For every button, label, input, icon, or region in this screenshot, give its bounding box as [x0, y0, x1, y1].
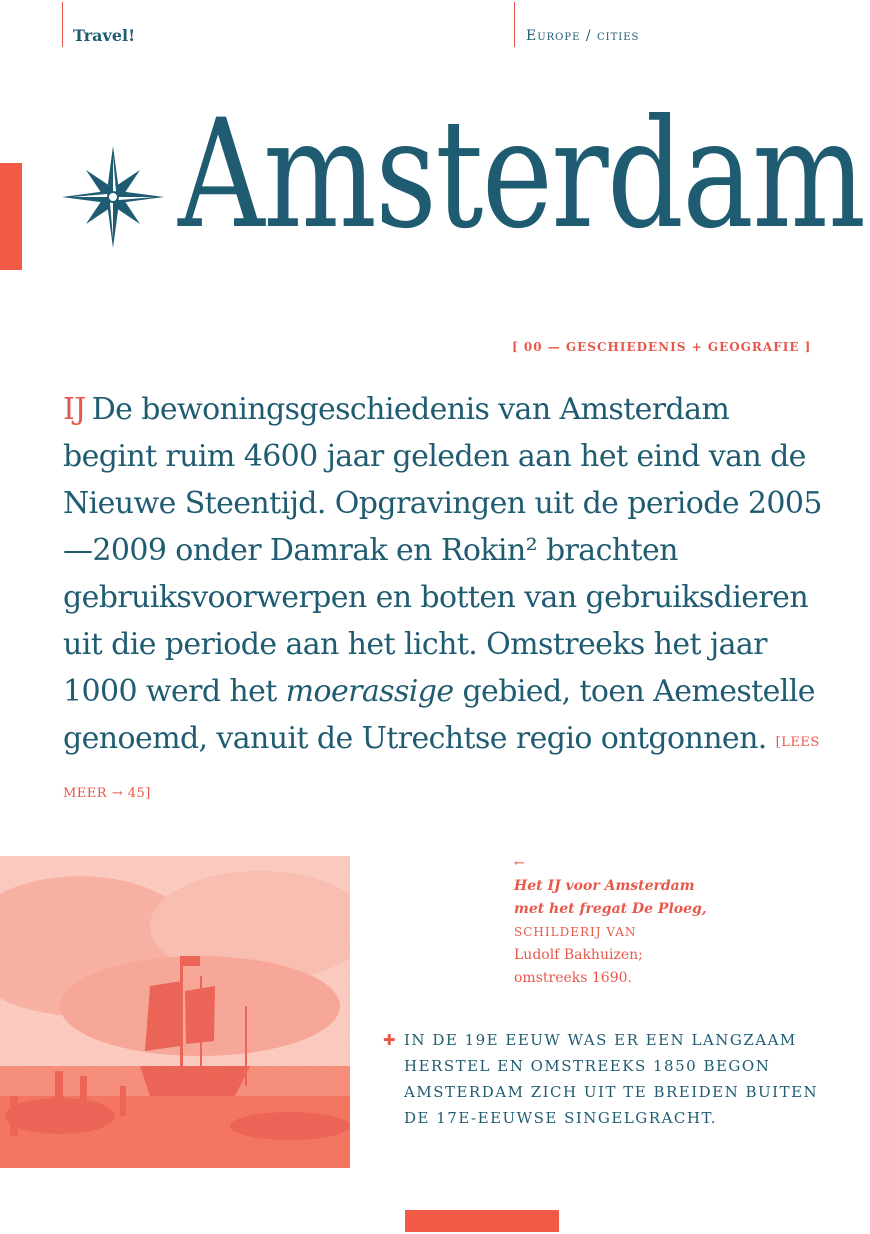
page-title: Amsterdam	[178, 88, 865, 262]
caption-date: omstreeks 1690.	[514, 970, 632, 986]
header-rule-right	[514, 2, 515, 47]
body-text-part1: De bewoningsgeschiedenis van Amsterdam begint ruim 4600 jaar geleden aan het eind van de Nieuwe Steentijd. Opgravingen uit de periode 2005—2009 onder Damrak en Rokin² brachten gebruiksvoorwerpen en botten van gebruiksdieren uit die periode aan het licht. Omstreeks het jaar 1000 werd het	[63, 392, 822, 709]
caption-artist: Ludolf Bakhuizen;	[514, 947, 643, 963]
image-caption	[514, 852, 764, 990]
compass-rose-icon	[58, 142, 168, 252]
caption-label: SCHILDERIJ VAN	[514, 925, 637, 939]
accent-bar-bottom	[405, 1210, 559, 1232]
arrow-left-icon: ←	[514, 856, 525, 871]
painting-image	[0, 856, 350, 1168]
section-tag: [ 00 — GESCHIEDENIS + GEOGRAFIE ]	[512, 340, 812, 354]
caption-title-line1: Het IJ voor Amsterdam	[514, 878, 695, 894]
body-italic-word: moerassige	[285, 674, 454, 709]
body-text-part2: gebied, toen Aemestelle genoemd, vanuit de Utrechtse regio ontgonnen.	[63, 674, 815, 756]
header-rule-left	[62, 2, 63, 47]
accent-bar-left	[0, 163, 22, 270]
plus-icon: ✚	[383, 1031, 398, 1049]
section-label: Europe / cities	[526, 28, 640, 44]
read-more-link[interactable]: [LEES MEER → 45]	[63, 735, 820, 801]
caption-title-line2: met het fregat De Ploeg,	[514, 901, 707, 917]
body-paragraph	[63, 386, 823, 817]
brand-label: Travel!	[73, 26, 136, 45]
side-note-text: IN DE 19E EEUW WAS ER EEN LANGZAAM HERSTEL EN OMSTREEKS 1850 BEGON AMSTERDAM ZICH UIT TE BREIDEN BUITEN DE 17E-EEUWSE SINGELGRACHT.	[404, 1031, 819, 1127]
side-note	[383, 1027, 843, 1131]
drop-cap: IJ	[63, 392, 86, 427]
